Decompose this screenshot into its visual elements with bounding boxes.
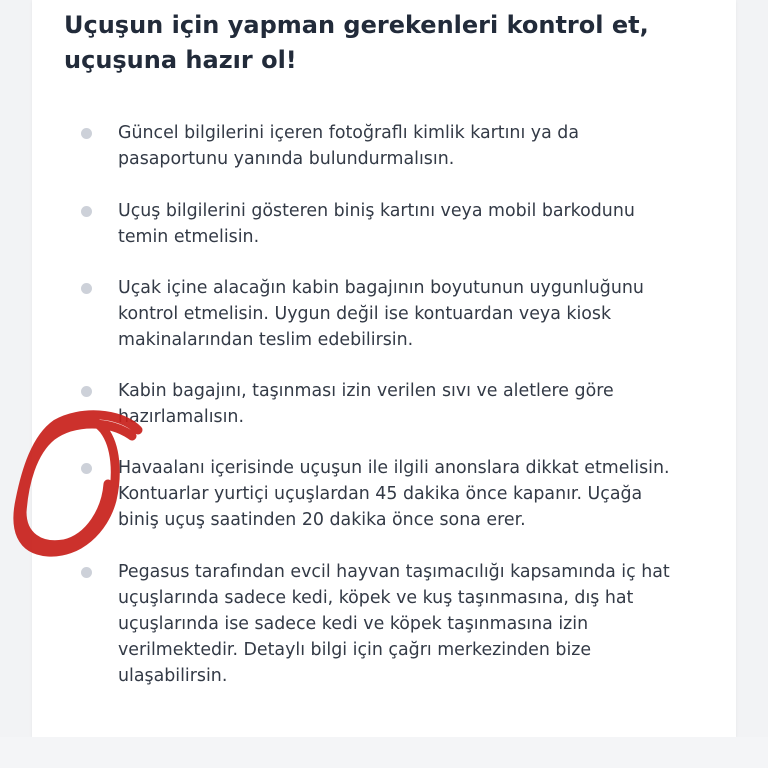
checklist-item-text <box>118 455 718 533</box>
bullet-icon <box>81 463 92 474</box>
checklist-item-line: ulaşabilirsin. <box>118 666 228 686</box>
checklist-item-line: hazırlamalısın. <box>118 407 244 427</box>
checklist-item-text <box>118 378 718 430</box>
bullet-icon <box>81 206 92 217</box>
checklist-item-line: temin etmelisin. <box>118 227 260 247</box>
checklist-item-text <box>118 120 718 172</box>
checklist-item-line: Pegasus tarafından evcil hayvan taşımacılığı kapsamında iç hat <box>118 562 670 582</box>
checklist-item-line: Kabin bagajını, taşınması izin verilen sıvı ve aletlere göre <box>118 381 614 401</box>
page-background <box>0 737 768 768</box>
checklist-item-text <box>118 275 718 353</box>
checklist-item-line: verilmektedir. Detaylı bilgi için çağrı merkezinden bize <box>118 640 592 660</box>
checklist-item-text <box>118 198 718 250</box>
checklist-item-text <box>118 559 718 689</box>
checklist-item-line: makinalarından teslim edebilirsin. <box>118 330 414 350</box>
checklist-item-line: Havaalanı içerisinde uçuşun ile ilgili anonslara dikkat etmelisin. <box>118 458 670 478</box>
checklist-item-line: uçuşlarında sadece kedi, köpek ve kuş taşınmasına, dış hat <box>118 588 634 608</box>
checklist-item-line: pasaportunu yanında bulundurmalısın. <box>118 149 455 169</box>
bullet-icon <box>81 128 92 139</box>
bullet-icon <box>81 386 92 397</box>
page-title-line-2: uçuşuna hazır ol! <box>64 46 297 74</box>
checklist-item-line: biniş uçuş saatinden 20 dakika önce sona erer. <box>118 510 526 530</box>
checklist-item-line: uçuşlarında ise sadece kedi ve köpek taşınmasına izin <box>118 614 589 634</box>
page-title <box>64 8 704 78</box>
checklist-item-line: Güncel bilgilerini içeren fotoğraflı kimlik kartını ya da <box>118 123 579 143</box>
bullet-icon <box>81 567 92 578</box>
page-title-line-1: Uçuşun için yapman gerekenleri kontrol et, <box>64 11 649 39</box>
bullet-icon <box>81 283 92 294</box>
checklist-item-line: Kontuarlar yurtiçi uçuşlardan 45 dakika önce kapanır. Uçağa <box>118 484 643 504</box>
checklist-item-line: Uçuş bilgilerini gösteren biniş kartını veya mobil barkodunu <box>118 201 635 221</box>
checklist-item-line: Uçak içine alacağın kabin bagajının boyutunun uygunluğunu <box>118 278 644 298</box>
checklist-item-line: kontrol etmelisin. Uygun değil ise kontuardan veya kiosk <box>118 304 612 324</box>
